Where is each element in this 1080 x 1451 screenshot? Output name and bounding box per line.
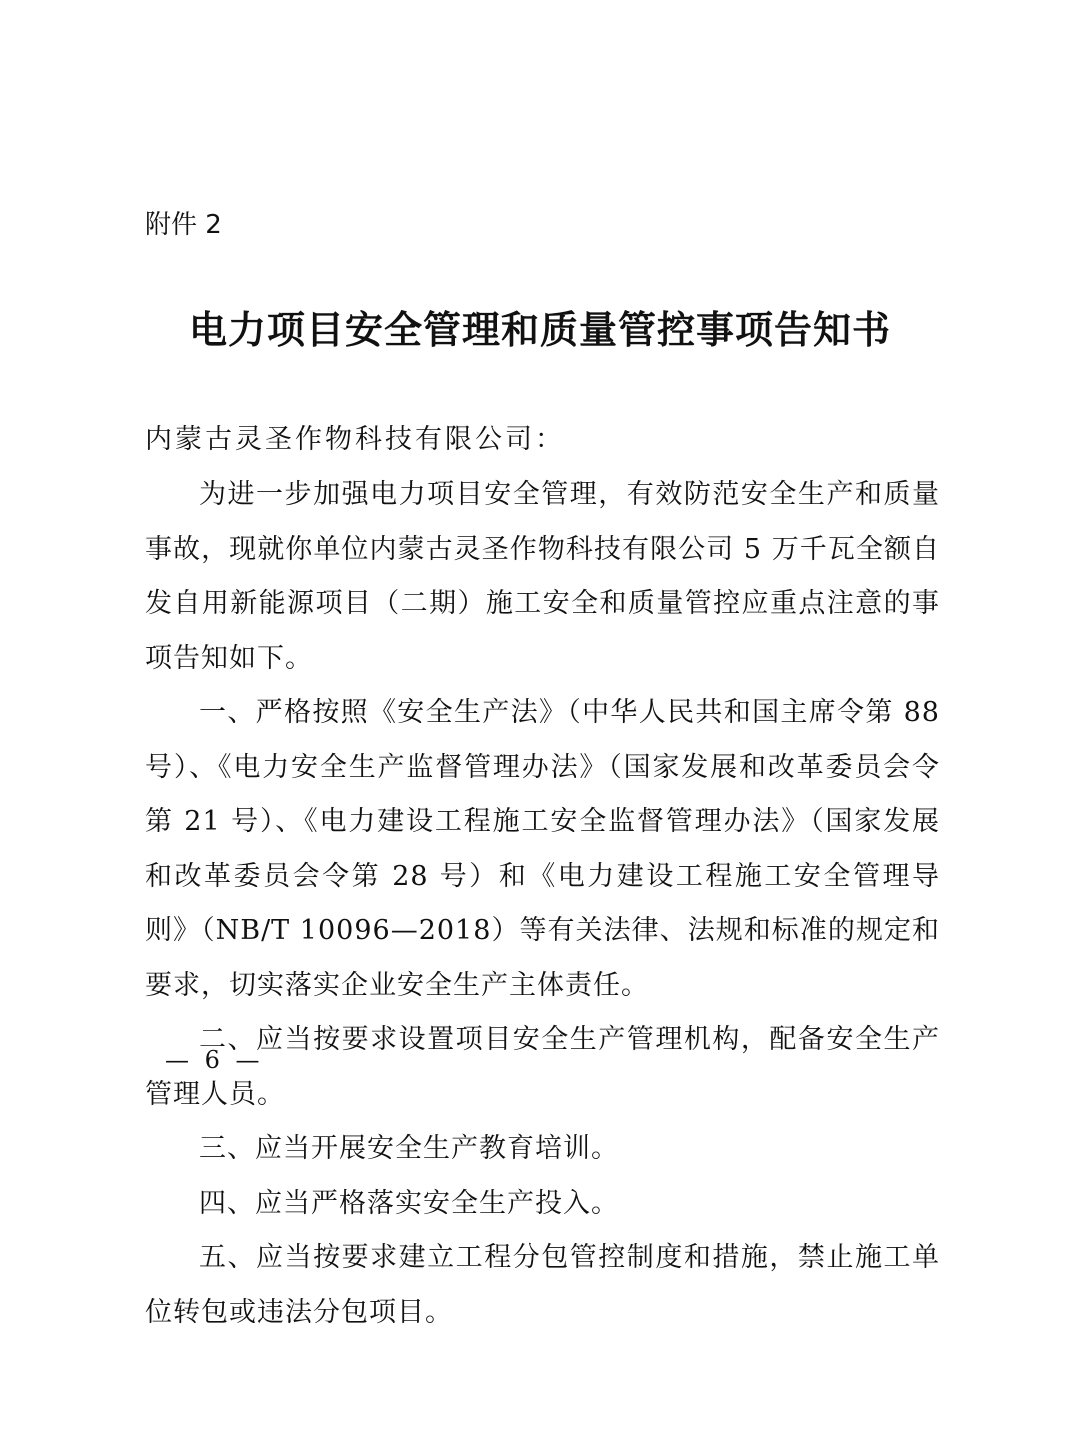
paragraph-item-3: 三、应当开展安全生产教育培训。 (199, 1133, 619, 1164)
page-number: — 6 — (165, 1046, 264, 1074)
attachment-label: 附件 2 (145, 210, 222, 240)
paragraph-item-5: 五、应当按要求建立工程分包管控制度和措施，禁止施工单位转包或违法分包项目。 (145, 1242, 940, 1328)
paragraph-intro: 为进一步加强电力项目安全管理，有效防范安全生产和质量事故，现就你单位内蒙古灵圣作物科技有限公司 5 万千瓦全额自发自用新能源项目（二期）施工安全和质量管控应重点注意的事项告知如下。 (145, 479, 940, 674)
paragraph-item-2: 二、应当按要求设置项目安全生产管理机构，配备安全生产管理人员。 (145, 1024, 940, 1110)
paragraph-item-4: 四、应当严格落实安全生产投入。 (199, 1187, 619, 1219)
document-body (145, 468, 940, 1340)
paragraph-item-1: 一、严格按照《安全生产法》（中华人民共和国主席令第 88 号）、《电力安全生产监督管理办法》（国家发展和改革委员会令第 21 号）、《电力建设工程施工安全监督管理办法》（国家发展和改革委员会令第 28 号）和《电力建设工程施工安全管理导则》（NB/T 10096—2018）等有关法律、法规和标准的规定和要求，切实落实企业安全生产主体责任。 (145, 697, 940, 1001)
salutation: 内蒙古灵圣作物科技有限公司： (145, 424, 565, 455)
document-title: 电力项目安全管理和质量管控事项告知书 (188, 308, 891, 352)
